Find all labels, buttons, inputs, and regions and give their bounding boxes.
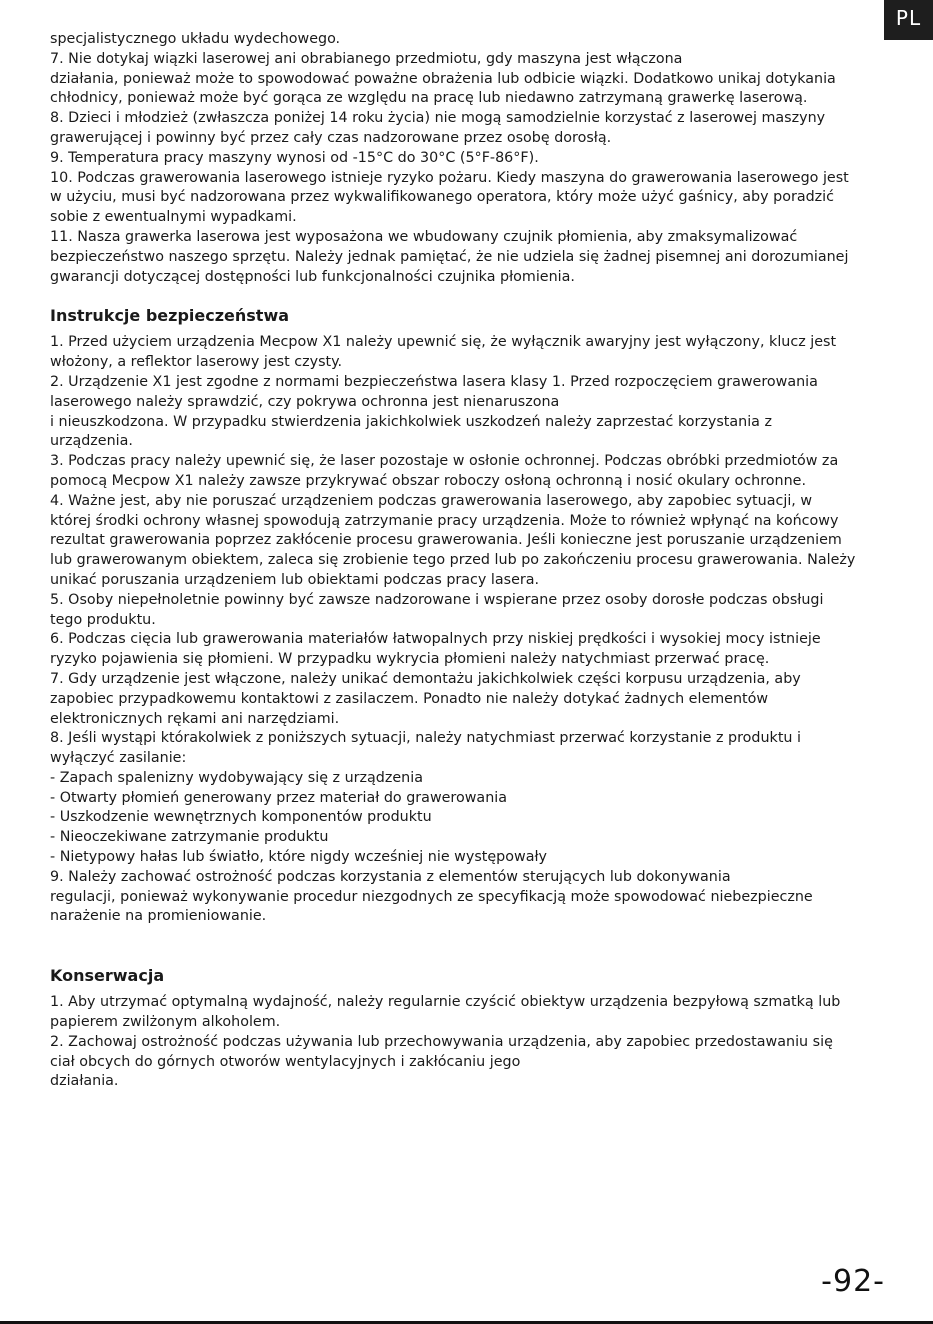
text-line: włożony, a reflektor laserowy jest czysty. — [50, 354, 343, 371]
text-line: - Zapach spalenizny wydobywający się z urządzenia — [50, 769, 423, 786]
text-line: narażenie na promieniowanie. — [50, 908, 267, 925]
text-line: ryzyko pojawienia się płomieni. W przypadku wykrycia płomieni należy natychmiast przerwać pracę. — [50, 651, 770, 668]
safety-heading: Instrukcje bezpieczeństwa — [50, 306, 290, 326]
maintenance-text — [50, 993, 885, 1092]
text-line: 2. Zachowaj ostrożność podczas używania lub przechowywania urządzenia, aby zapobiec przedostawaniu się — [50, 1033, 833, 1050]
maintenance-heading: Konserwacja — [50, 966, 165, 986]
text-line: gwarancji dotyczącej dostępności lub funkcjonalności czujnika płomienia. — [50, 268, 575, 285]
text-line: lub grawerowanym obiektem, zaleca się zrobienie tego przed lub po zakończeniu procesu grawerowania. Należy — [50, 552, 856, 569]
text-line: której środki ochrony własnej spowodują zatrzymanie pracy urządzenia. Może to również wpłynąć na końcowy — [50, 512, 839, 529]
text-line: - Uszkodzenie wewnętrznych komponentów produktu — [50, 809, 432, 826]
text-line: działania. — [50, 1073, 119, 1090]
text-line: ciał obcych do górnych otworów wentylacyjnych i zakłócaniu jego — [50, 1053, 521, 1070]
text-line: 4. Ważne jest, aby nie poruszać urządzeniem podczas grawerowania laserowego, aby zapobiec sytuacji, w — [50, 492, 813, 509]
text-line: - Otwarty płomień generowany przez materiał do grawerowania — [50, 789, 507, 806]
text-line: - Nietypowy hałas lub światło, które nigdy wcześniej nie występowały — [50, 849, 547, 866]
text-line: regulacji, ponieważ wykonywanie procedur niezgodnych ze specyfikacją może spowodować niebezpieczne — [50, 888, 813, 905]
text-line: 1. Przed użyciem urządzenia Mecpow X1 należy upewnić się, że wyłącznik awaryjny jest wyłączony, klucz jest — [50, 334, 837, 351]
text-line: wyłączyć zasilanie: — [50, 750, 187, 767]
text-line: 3. Podczas pracy należy upewnić się, że laser pozostaje w osłonie ochronnej. Podczas obróbki przedmiotów za — [50, 453, 839, 470]
text-line: chłodnicy, ponieważ może być gorąca ze względu na pracę lub niedawno zatrzymaną grawerkę laserową. — [50, 90, 808, 107]
text-line: w użyciu, musi być nadzorowana przez wykwalifikowanego operatora, który może użyć gaśnicy, aby poradzić — [50, 189, 835, 206]
safety-text — [50, 333, 885, 927]
text-line: 11. Nasza grawerka laserowa jest wyposażona we wbudowany czujnik płomienia, aby zmaksymalizować — [50, 228, 798, 245]
text-line: 8. Dzieci i młodzież (zwłaszcza poniżej 14 roku życia) nie mogą samodzielnie korzystać z laserowej maszyny — [50, 110, 826, 127]
language-tab: PL — [884, 0, 933, 40]
text-line: tego produktu. — [50, 611, 156, 628]
text-line: 8. Jeśli wystąpi którakolwiek z poniższych sytuacji, należy natychmiast przerwać korzystanie z produktu i — [50, 730, 802, 747]
text-line: 1. Aby utrzymać optymalną wydajność, należy regularnie czyścić obiektyw urządzenia bezpyłową szmatką lub — [50, 994, 841, 1011]
text-line: pomocą Mecpow X1 należy zawsze przykrywać obszar roboczy osłoną ochronną i nosić okulary ochronne. — [50, 472, 806, 489]
text-line: 9. Temperatura pracy maszyny wynosi od -15°C do 30°C (5°F-86°F). — [50, 149, 539, 166]
text-line: 7. Nie dotykaj wiązki laserowej ani obrabianego przedmiotu, gdy maszyna jest włączona — [50, 50, 683, 67]
text-line: laserowego należy sprawdzić, czy pokrywa ochronna jest nienaruszona — [50, 393, 560, 410]
text-line: 2. Urządzenie X1 jest zgodne z normami bezpieczeństwa lasera klasy 1. Przed rozpoczęciem grawerowania — [50, 373, 818, 390]
text-line: sobie z ewentualnymi wypadkami. — [50, 209, 297, 226]
page-number: -92- — [821, 1264, 885, 1299]
text-line: papierem zwilżonym alkoholem. — [50, 1014, 281, 1031]
text-line: bezpieczeństwo naszego sprzętu. Należy jednak pamiętać, że nie udziela się żadnej pisemnej ani dorozumianej — [50, 248, 849, 265]
text-line: zapobiec przypadkowemu kontaktowi z zasilaczem. Ponadto nie należy dotykać żadnych elementów — [50, 690, 769, 707]
text-line: 10. Podczas grawerowania laserowego istnieje ryzyko pożaru. Kiedy maszyna do grawerowania laserowego jest — [50, 169, 849, 186]
page-content — [50, 30, 885, 1092]
text-line: 6. Podczas cięcia lub grawerowania materiałów łatwopalnych przy niskiej prędkości i wysokiej mocy istnieje — [50, 631, 821, 648]
text-line: 7. Gdy urządzenie jest włączone, należy unikać demontażu jakichkolwiek części korpusu urządzenia, aby — [50, 670, 801, 687]
section-gap — [50, 287, 885, 305]
text-line: rezultat grawerowania poprzez zakłócenie procesu grawerowania. Jeśli konieczne jest poruszanie urządzeniem — [50, 532, 842, 549]
section-gap — [50, 927, 885, 965]
text-line: specjalistycznego układu wydechowego. — [50, 31, 341, 47]
text-line: urządzenia. — [50, 433, 133, 450]
text-line: grawerującej i powinny być przez cały czas nadzorowane przez osobę dorosłą. — [50, 129, 612, 146]
text-line: 9. Należy zachować ostrożność podczas korzystania z elementów sterujących lub dokonywania — [50, 868, 731, 885]
text-line: - Nieoczekiwane zatrzymanie produktu — [50, 829, 329, 846]
text-line: unikać poruszania urządzeniem lub obiektami podczas pracy lasera. — [50, 571, 540, 588]
intro-text — [50, 30, 885, 287]
text-line: elektronicznych rękami ani narzędziami. — [50, 710, 340, 727]
text-line: działania, ponieważ może to spowodować poważne obrażenia lub odbicie wiązki. Dodatkowo unikaj dotykania — [50, 70, 836, 87]
text-line: 5. Osoby niepełnoletnie powinny być zawsze nadzorowane i wspierane przez osoby dorosłe podczas obsługi — [50, 591, 824, 608]
text-line: i nieuszkodzona. W przypadku stwierdzenia jakichkolwiek uszkodzeń należy zaprzestać korzystania z — [50, 413, 772, 430]
